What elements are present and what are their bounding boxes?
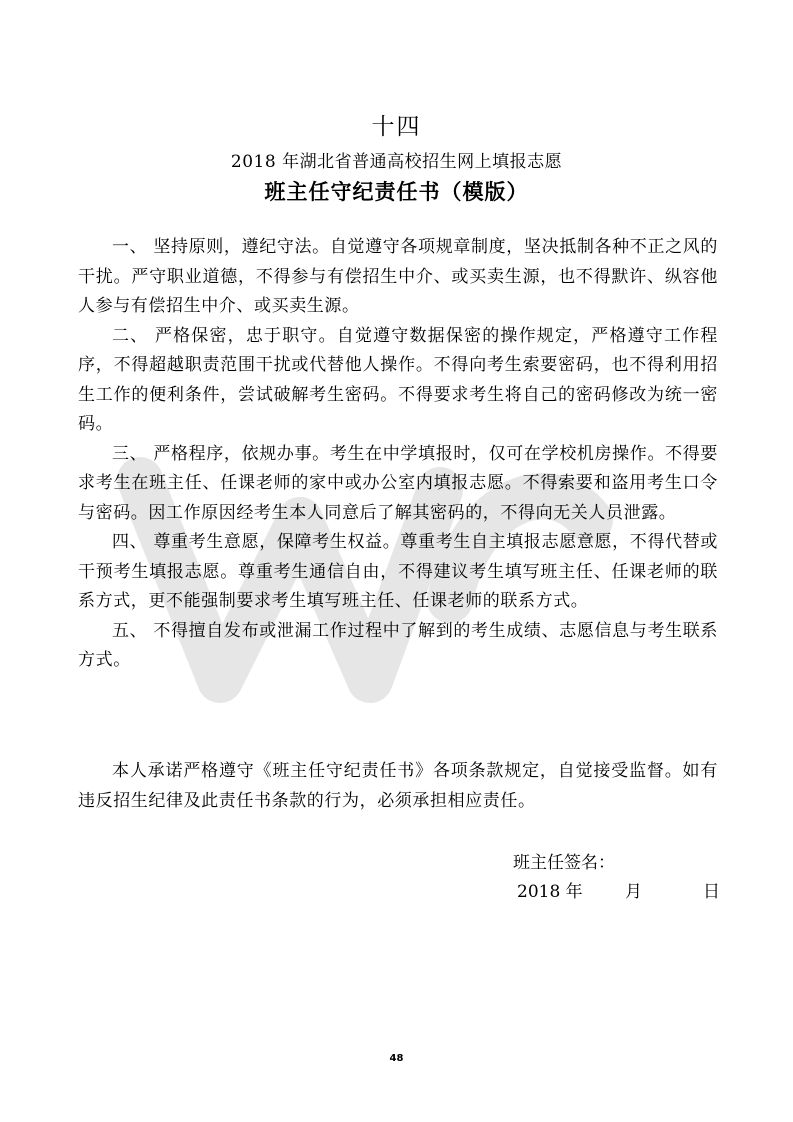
clause-paragraph: 五、 不得擅自发布或泄漏工作过程中了解到的考生成绩、志愿信息与考生联系方式。 [78,620,718,670]
date-month: 月 [625,882,642,902]
date-year: 2018 年 [517,882,583,902]
document-title: 班主任守纪责任书（模版） [264,180,529,204]
pledge-statement [78,757,718,816]
clause-paragraph: 三、 严格程序，依规办事。考生在中学填报时，仅可在学校机房操作。不得要求考生在班主任、任课老师的家中或办公室内填报志愿。不得索要和盗用考生口令与密码。因工作原因经考生本人同意后了解其密码的，不得向无关人员泄露。 [78,443,718,523]
document-subtitle: 2018 年湖北省普通高校招生网上填报志愿 [230,152,563,172]
pledge-paragraph: 本人承诺严格遵守《班主任守纪责任书》各项条款规定，自觉接受监督。如有违反招生纪律及此责任书条款的行为，必须承担相应责任。 [78,761,718,811]
clause-paragraph: 四、 尊重考生意愿，保障考生权益。尊重考生自主填报志愿意愿，不得代替或干预考生填报志愿。尊重考生通信自由，不得建议考生填写班主任、任课老师的联系方式，更不能强制要求考生填写班主任、任课老师的联系方式。 [78,532,718,611]
page-number: 48 [389,1053,404,1064]
date-day: 日 [703,882,720,902]
section-number: 十四 [371,114,422,140]
clause-paragraph: 一、 坚持原则，遵纪守法。自觉遵守各项规章制度，坚决抵制各种不正之风的干扰。严守职业道德，不得参与有偿招生中介、或买卖生源，也不得默许、纵容他人参与有偿招生中介、或买卖生源。 [78,237,718,316]
document-body [78,233,718,676]
signature-label: 班主任签名： [513,853,615,873]
clause-paragraph: 二、 严格保密，忠于职守。自觉遵守数据保密的操作规定，严格遵守工作程序，不得超越职责范围干扰或代替他人操作。不得向考生索要密码，也不得利用招生工作的便利条件，尝试破解考生密码。不得要求考生将自己的密码修改为统一密码。 [78,325,718,434]
